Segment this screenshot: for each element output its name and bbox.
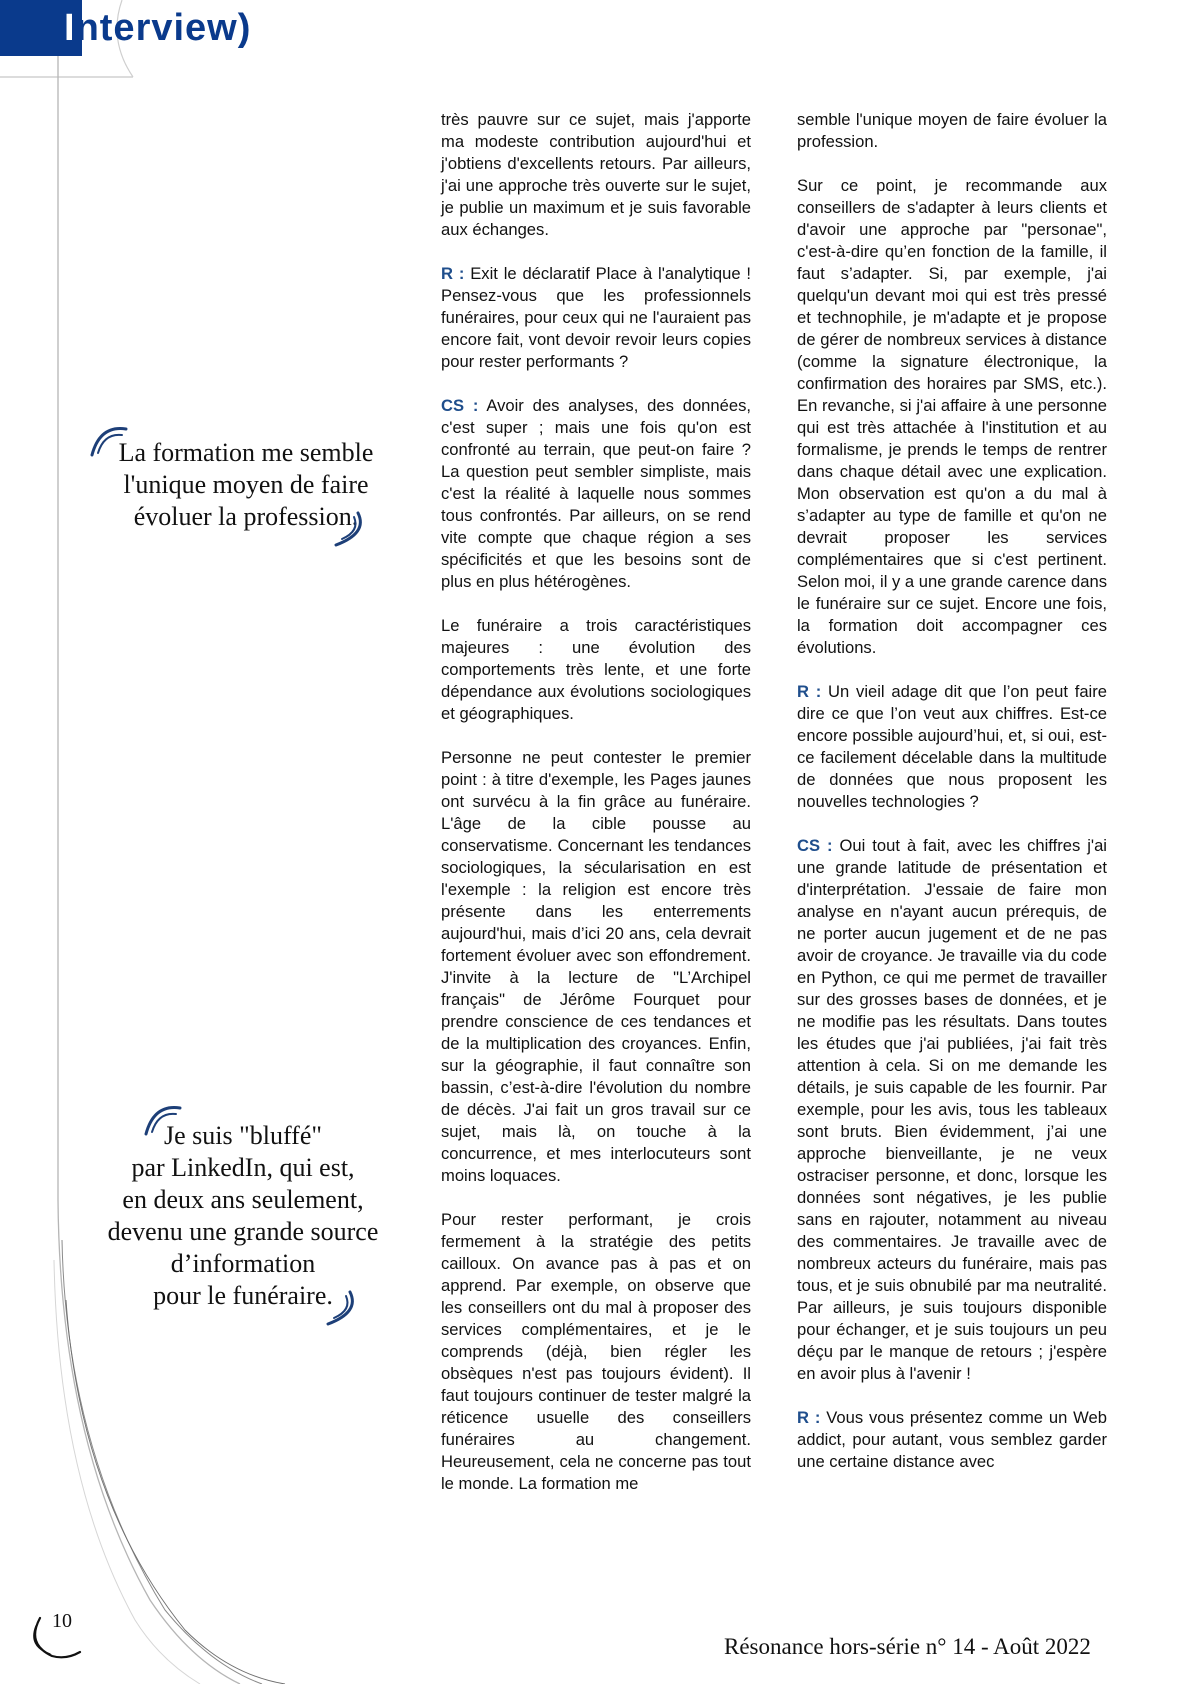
pull-quote-line: l'unique moyen de faire <box>123 470 369 499</box>
close-quote-swoosh-icon <box>320 1288 360 1328</box>
paragraph <box>441 615 751 725</box>
pull-quote-line: en deux ans seulement, <box>122 1185 364 1214</box>
paragraph-text: Le funéraire a trois caractéristiques majeures : une évolution des comportements très lente, et une forte dépendance aux évolutions sociologiques et géographiques. <box>441 616 751 723</box>
answer-paragraph <box>441 395 751 593</box>
paragraph-text: Personne ne peut contester le premier point : à titre d'exemple, les Pages jaunes ont survécu à la fin grâce au funéraire. L'âge de la cible pousse au conservatisme. Concernant les tendances sociologiques, la sécularisation en est l'exemple : la religion est encore très présente dans les enterrements aujourd'hui, mais d’ici 20 ans, cela devrait fortement évoluer avec son effondrement. J'invite à la lecture de "L’Archipel français" de Jérôme Fourquet pour prendre conscience de ces tendances et de la multiplication des croyances. Enfin, sur la géographie, il faut connaître son bassin, c’est-à-dire l'évolution du nombre de décès. J'ai fait un gros travail sur ce sujet, mais là, on touche à la concurrence, et mes interlocuteurs sont moins loquaces. <box>441 748 751 1185</box>
paragraph-text: Oui tout à fait, avec les chiffres j'ai une grande latitude de présentation et d'interprétation. J'essaie de faire mon analyse en n'ayant aucun prérequis, de ne porter aucun jugement et de ne pas avoir de croyance. Je travaille via du code en Python, ce qui me permet de travailler sur des grosses bases de données, et je ne modifie pas les résultats. Dans toutes les études que j'ai publiées, j'ai fait très attention à cela. Si on me demande les détails, je suis capable de les fournir. Par exemple, pour les avis, tous les tableaux sont bruts. Bien évidemment, j’ai une approche bienveillante, je ne veux ostraciser personne, et donc, lorsque les données sont négatives, je les publie sans en rajouter, notamment au niveau des commentaires. Je travaille avec de nombreux acteurs du funéraire, mais pas tous, et je suis obnubilé par ma neutralité. Par ailleurs, je suis toujours disponible pour échanger, et je suis toujours un peu déçu par le manque de retours ; j'espère en avoir plus à l'avenir ! <box>797 836 1107 1383</box>
close-quote-swoosh-icon <box>328 509 368 549</box>
pull-quote-line: La formation me semble <box>118 438 374 467</box>
section-title-rest: nterview) <box>75 7 252 49</box>
paragraph <box>441 747 751 1187</box>
paragraph-text: Un vieil adage dit que l’on peut faire dire ce que l’on veut aux chiffres. Est-ce encore possible aujourd’hui, et, si oui, est-ce facilement décelable dans la multitude de données que nous proposent les nouvelles technologies ? <box>797 682 1107 811</box>
paragraph <box>441 109 751 241</box>
question-paragraph <box>441 263 751 373</box>
pull-quote-line: devenu une grande source <box>107 1217 379 1246</box>
open-quote-swoosh-icon <box>86 425 130 465</box>
speaker-tag: CS : <box>797 836 833 855</box>
answer-paragraph <box>797 835 1107 1385</box>
publication-footer: Résonance hors-série n° 14 - Août 2022 <box>724 1634 1091 1659</box>
paragraph <box>441 1209 751 1495</box>
pull-quote-line: par LinkedIn, qui est, <box>131 1153 355 1182</box>
pull-quote-line: d’information <box>170 1249 316 1278</box>
speaker-tag: R : <box>797 682 822 701</box>
paragraph <box>797 109 1107 153</box>
pull-quote-formation <box>96 437 396 533</box>
pull-quote-line: pour le funéraire. <box>153 1281 333 1310</box>
speaker-tag: CS : <box>441 396 479 415</box>
paragraph-text: Pour rester performant, je crois fermement à la stratégie des petits cailloux. On avance pas à pas et on apprend. Par exemple, on observe que les conseillers ont du mal à proposer des services complémentaires, et je le comprends (déjà, bien régler les obsèques n'est pas toujours évident). Il faut toujours continuer de tester malgré la réticence usuelle des conseillers funéraires au changement. Heureusement, cela ne concerne pas tout le monde. La formation me <box>441 1210 751 1493</box>
article-column-right <box>797 109 1107 1473</box>
open-quote-swoosh-icon <box>140 1104 184 1144</box>
paragraph-text: Sur ce point, je recommande aux conseillers de s'adapter à leurs clients et d'avoir une approche par "personae", c'est-à-dire qu’en fonction de la famille, il faut s’adapter. Si, par exemple, j'ai quelqu'un devant moi qui est très pressé et technophile, je m'adapte et je propose de gérer de nombreux services à distance (comme la signature électronique, la confirmation des horaires par SMS, etc.). En revanche, si j'ai affaire à une personne qui est très attachée à l'institution et au formalisme, je prends le temps de rentrer dans chaque détail avec une explication. Mon observation est qu'on a du mal à s’adapter au type de famille et qu'on ne devrait proposer les services complémentaires que si c'est pertinent. Selon moi, il y a une grande carence dans le funéraire sur ce sujet. Encore une fois, la formation doit accompagner ces évolutions. <box>797 176 1107 657</box>
speaker-tag: R : <box>797 1408 821 1427</box>
paragraph-text: Avoir des analyses, des données, c'est super ; mais une fois qu'on est confronté au terrain, que peut-on faire ? La question peut sembler simpliste, mais c'est la réalité à laquelle nous sommes tous confrontés. Par ailleurs, on se rend vite compte que chaque région a ses spécificités et que les besoins sont de plus en plus hétérogènes. <box>441 396 752 591</box>
speaker-tag: R : <box>441 264 465 283</box>
pull-quote-linkedin <box>88 1120 398 1312</box>
paragraph <box>797 175 1107 659</box>
section-title <box>64 4 251 52</box>
pull-quote-line: évoluer la profession. <box>133 502 359 531</box>
paragraph-text: semble l'unique moyen de faire évoluer la profession. <box>797 110 1107 151</box>
paragraph-text: Exit le déclaratif Place à l'analytique ! Pensez-vous que les professionnels funéraires, pour ceux qui ne l'auraient pas encore fait, vont devoir revoir leurs copies pour rester performants ? <box>441 264 751 371</box>
question-paragraph <box>797 681 1107 813</box>
pull-quote-line: Je suis "bluffé" <box>164 1121 322 1150</box>
paragraph-text: très pauvre sur ce sujet, mais j'apporte ma modeste contribution aujourd'hui et j'obtiens d'excellents retours. Par ailleurs, j'ai une approche très ouverte sur le sujet, je publie un maximum et je suis favorable aux échanges. <box>441 110 751 239</box>
question-paragraph <box>797 1407 1107 1473</box>
paragraph-text: Vous vous présentez comme un Web addict, pour autant, vous semblez garder une certaine distance avec <box>797 1408 1108 1471</box>
page-number: 10 <box>52 1610 72 1632</box>
article-column-middle <box>441 109 751 1495</box>
section-title-first-letter: I <box>64 7 76 49</box>
